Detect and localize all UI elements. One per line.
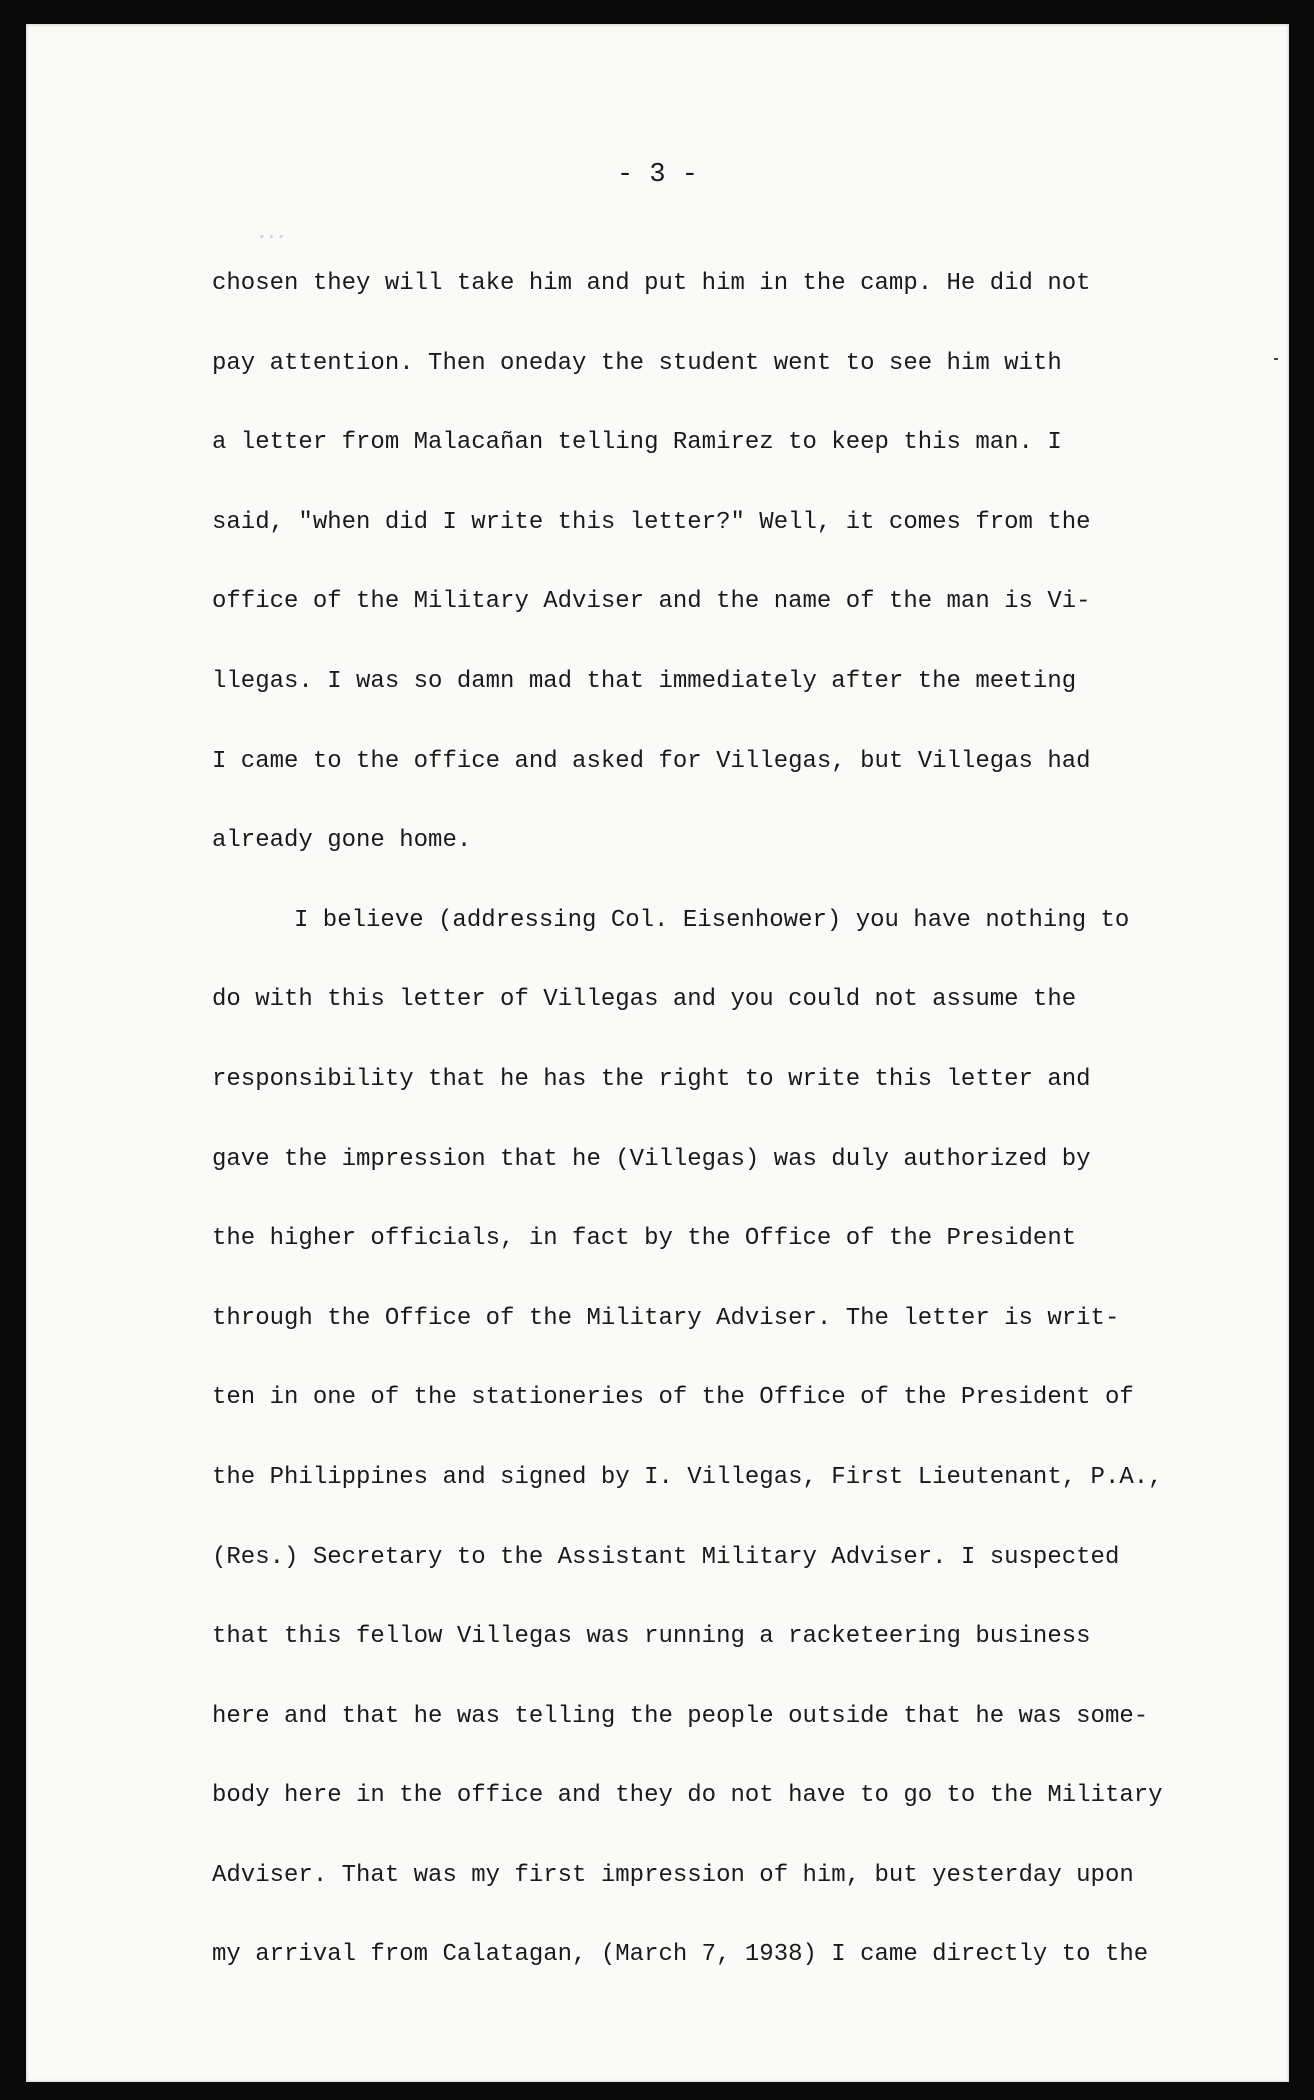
text-line: body here in the office and they do not have to go to the Military xyxy=(212,1782,1163,1810)
text-line: a letter from Malacañan telling Ramirez to keep this man. I xyxy=(212,429,1062,457)
text-line: already gone home. xyxy=(212,827,472,855)
text-line-paragraph-start: I believe (addressing Col. Eisenhower) you have nothing to xyxy=(294,906,1130,934)
text-line: Adviser. That was my first impression of him, but yesterday upon xyxy=(212,1861,1134,1889)
text-line: the Philippines and signed by I. Villegas, First Lieutenant, P.A., xyxy=(212,1463,1163,1491)
faint-margin-note: ... xyxy=(258,216,287,244)
text-line: that this fellow Villegas was running a racketeering business xyxy=(212,1623,1091,1651)
text-line: the higher officials, in fact by the Office of the President xyxy=(212,1225,1077,1253)
document-page xyxy=(26,24,1289,2082)
text-line: office of the Military Adviser and the name of the man is Vi- xyxy=(212,588,1091,616)
document-body xyxy=(212,254,1272,2005)
text-line: said, "when did I write this letter?" Well, it comes from the xyxy=(212,508,1091,536)
text-line: do with this letter of Villegas and you could not assume the xyxy=(212,986,1077,1014)
scan-speck xyxy=(1274,358,1278,360)
text-line: (Res.) Secretary to the Assistant Military Adviser. I suspected xyxy=(212,1543,1120,1571)
text-line: my arrival from Calatagan, (March 7, 1938) I came directly to the xyxy=(212,1941,1149,1969)
text-line: I came to the office and asked for Villegas, but Villegas had xyxy=(212,747,1091,775)
text-line: llegas. I was so damn mad that immediately after the meeting xyxy=(212,667,1077,695)
text-line: gave the impression that he (Villegas) was duly authorized by xyxy=(212,1145,1091,1173)
text-line: here and that he was telling the people outside that he was some- xyxy=(212,1702,1149,1730)
text-line: pay attention. Then oneday the student went to see him with xyxy=(212,349,1062,377)
text-line: chosen they will take him and put him in the camp. He did not xyxy=(212,270,1091,297)
text-line: responsibility that he has the right to write this letter and xyxy=(212,1065,1091,1093)
text-line: ten in one of the stationeries of the Office of the President of xyxy=(212,1384,1134,1412)
page-number: - 3 - xyxy=(616,160,698,190)
text-line: through the Office of the Military Adviser. The letter is writ- xyxy=(212,1304,1120,1332)
